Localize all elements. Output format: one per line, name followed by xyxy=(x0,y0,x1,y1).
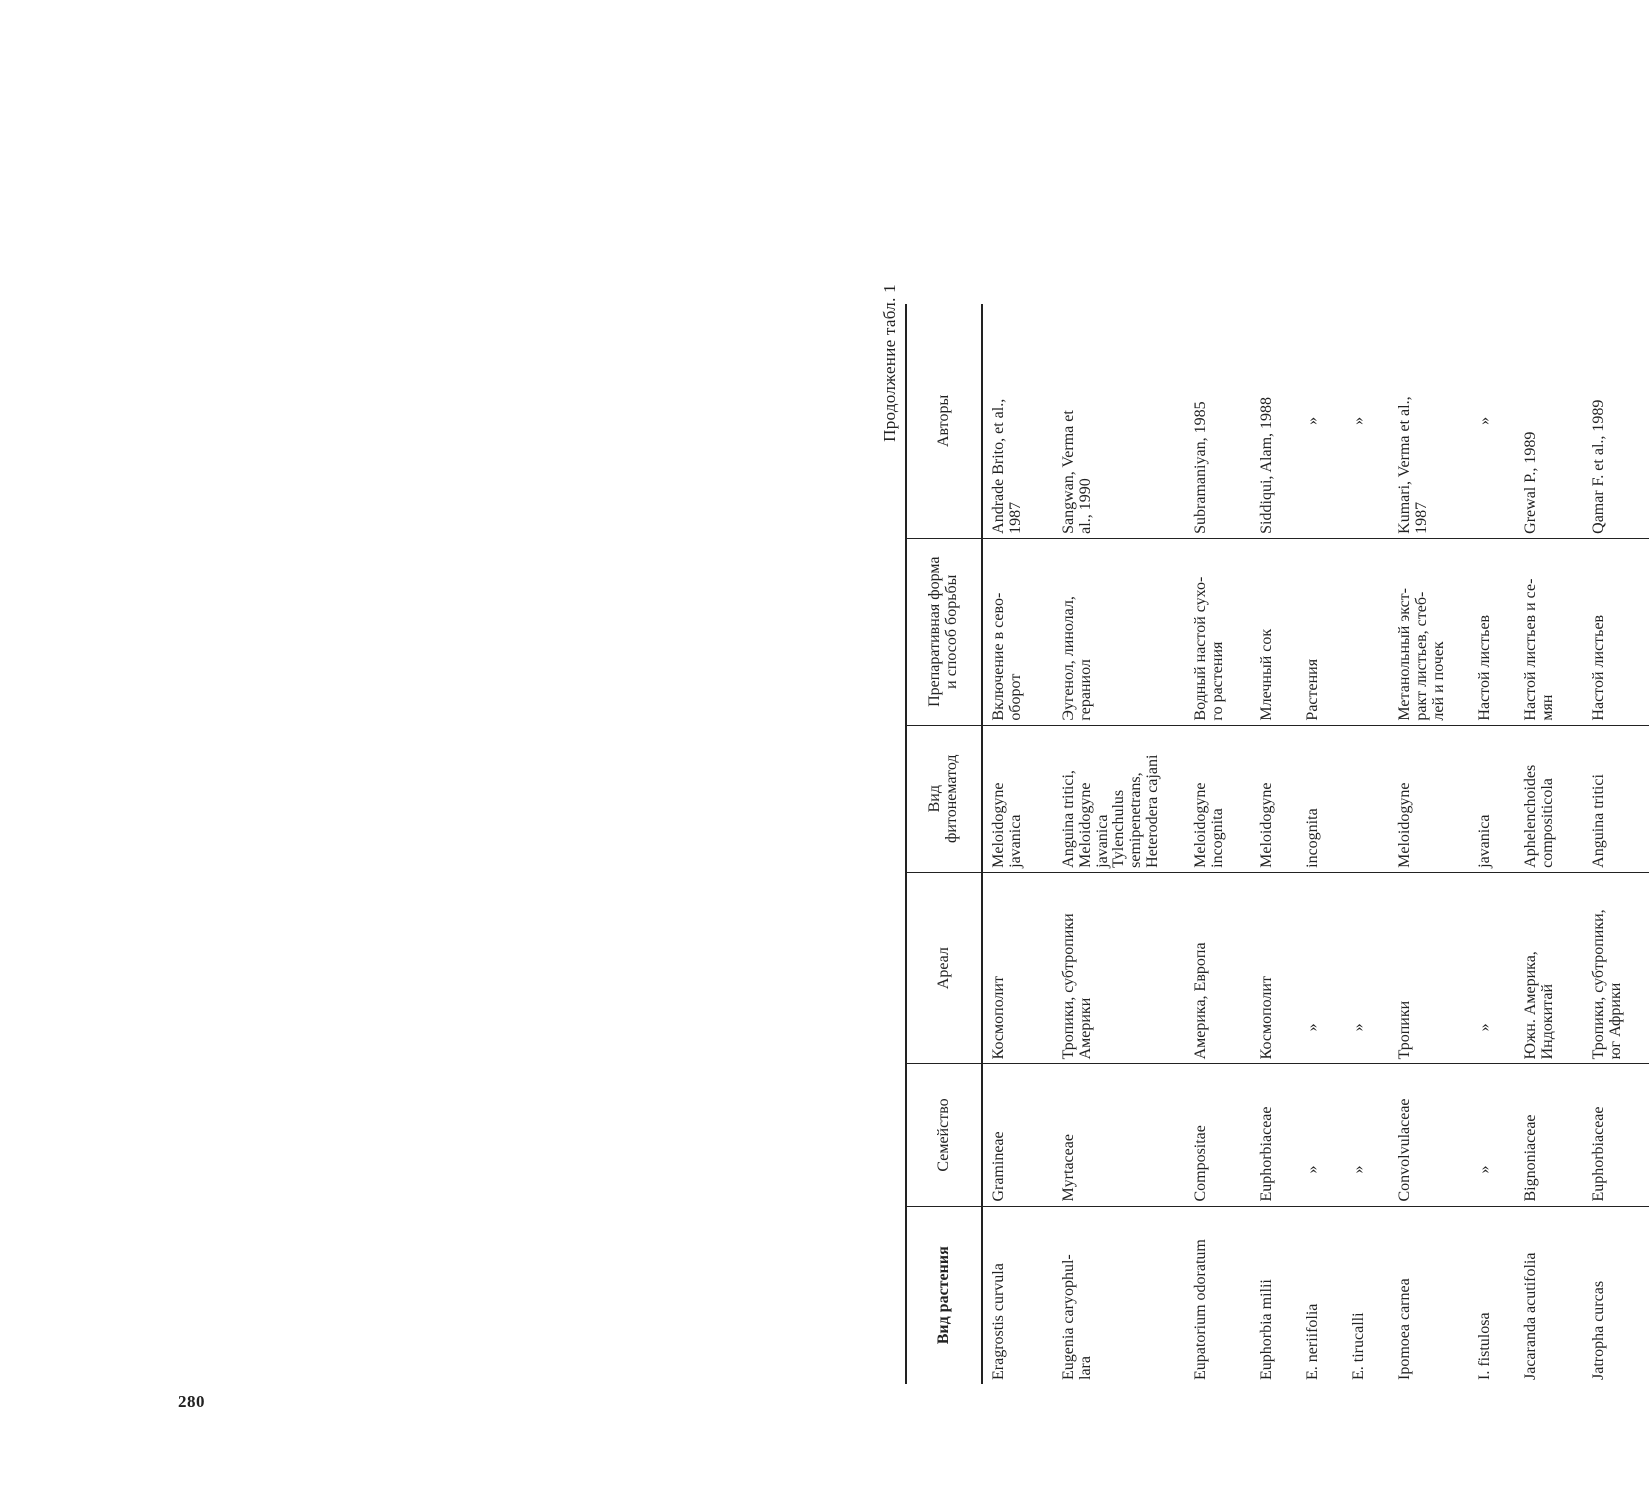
range-line: Америка, Европа xyxy=(1192,942,1209,1060)
authors-line: Grewal P., 1989 xyxy=(1522,431,1539,534)
nematode-line: incognita xyxy=(1208,808,1226,868)
cell-authors xyxy=(1297,304,1343,538)
nematode-line: Tylenchulus xyxy=(1110,789,1128,868)
nematode-line: javanica xyxy=(1476,814,1493,868)
authors-line: al., 1990 xyxy=(1076,478,1094,534)
authors-line: Andrade Brito, et al., xyxy=(990,398,1007,534)
cell-nematode xyxy=(1251,725,1297,872)
cell-authors xyxy=(1343,304,1389,538)
nematode-line: javanica xyxy=(1006,814,1024,868)
table-row xyxy=(1583,304,1649,1384)
continuation-label: Продолжение табл. 1 xyxy=(880,284,899,442)
preparation-line: Растения xyxy=(1304,658,1321,721)
nematode-line: semipenetrans, xyxy=(1127,772,1145,868)
cell-family: Bignoniaceae xyxy=(1515,1064,1583,1206)
nematode-line: Anguina tritici, xyxy=(1060,770,1077,868)
authors-line: 1987 xyxy=(1006,501,1024,534)
table-header-row xyxy=(906,304,982,1384)
nematode-line: Meloidogyne xyxy=(990,782,1007,868)
cell-preparation xyxy=(1583,538,1649,725)
plant-name: I. fistulosa xyxy=(1476,1312,1493,1380)
cell-family: Convolvulaceae xyxy=(1389,1064,1469,1206)
preparation-line: мян xyxy=(1538,694,1556,721)
header-plant: Вид растения xyxy=(906,1206,982,1384)
preparation-line: ракт листьев, стеб- xyxy=(1412,591,1430,721)
cell-plant xyxy=(1389,1206,1469,1384)
header-range: Ареал xyxy=(906,872,982,1064)
header-nematode xyxy=(906,725,982,872)
cell-nematode xyxy=(1389,725,1469,872)
header-preparation xyxy=(906,538,982,725)
table-row xyxy=(982,304,1053,1384)
range-line: Индокитай xyxy=(1538,983,1556,1060)
table-row xyxy=(1343,304,1389,1384)
ditto-mark: » xyxy=(1304,1165,1321,1174)
cell-plant xyxy=(1343,1206,1389,1384)
ditto-mark: » xyxy=(1350,1023,1367,1032)
ditto-mark: » xyxy=(1304,1023,1321,1032)
cell-authors xyxy=(1469,304,1515,538)
range-line: Космополит xyxy=(1258,976,1275,1060)
cell-plant xyxy=(1515,1206,1583,1384)
authors-line: Kumari, Verma et al., xyxy=(1396,396,1413,534)
cell-plant xyxy=(982,1206,1053,1384)
cell-preparation xyxy=(982,538,1053,725)
preparation-line: Включение в сево- xyxy=(990,592,1007,721)
cell-family xyxy=(1297,1064,1343,1206)
ditto-mark: » xyxy=(1350,416,1367,425)
cell-nematode xyxy=(1185,725,1251,872)
preparation-line: Эугенол, линолал, xyxy=(1060,596,1077,721)
header-preparation-line-2: и способ борьбы xyxy=(943,574,960,689)
range-line: Тропики xyxy=(1396,1000,1413,1060)
cell-preparation xyxy=(1469,538,1515,725)
header-preparation-line-1: Препаративная форма xyxy=(926,556,944,707)
range-line: Тропики, субтропики, xyxy=(1590,909,1607,1060)
preparation-line: гераниол xyxy=(1076,659,1094,721)
cell-family xyxy=(1469,1064,1515,1206)
ditto-mark: » xyxy=(1476,1165,1493,1174)
rotated-table-block xyxy=(880,284,1624,1384)
cell-authors xyxy=(982,304,1053,538)
cell-range xyxy=(1583,872,1649,1064)
nematode-line: Meloidogyne xyxy=(1258,782,1275,868)
plant-name: Eragrostis curvula xyxy=(990,1263,1007,1380)
cell-nematode xyxy=(1583,725,1649,872)
ditto-mark: » xyxy=(1304,416,1321,425)
plant-name: E. neriifolia xyxy=(1304,1303,1321,1380)
cell-nematode xyxy=(1469,725,1515,872)
cell-range xyxy=(1343,872,1389,1064)
nematode-line: Heterodera cajani xyxy=(1143,754,1161,868)
cell-preparation xyxy=(1251,538,1297,725)
plant-name: Eugenia caryophul- xyxy=(1060,1254,1077,1380)
cell-authors xyxy=(1053,304,1185,538)
cell-nematode xyxy=(1297,725,1343,872)
preparation-line: лей и почек xyxy=(1429,641,1447,721)
nematode-line: Meloidogyne xyxy=(1076,782,1094,868)
header-nematode-line-2: фитонематод xyxy=(943,754,960,843)
cell-plant xyxy=(1583,1206,1649,1384)
cell-plant xyxy=(1185,1206,1251,1384)
authors-line: Sangwan, Verma et xyxy=(1060,410,1077,534)
cell-plant xyxy=(1297,1206,1343,1384)
cell-authors xyxy=(1583,304,1649,538)
preparation-line: Млечный сок xyxy=(1258,628,1275,721)
cell-family: Compositae xyxy=(1185,1064,1251,1206)
nematicidal-plants-table xyxy=(905,304,1649,1384)
cell-authors xyxy=(1389,304,1469,538)
preparation-line: оборот xyxy=(1006,673,1024,721)
cell-family: Euphorbiaceae xyxy=(1583,1064,1649,1206)
plant-name: Ipomoea carnea xyxy=(1396,1278,1413,1380)
cell-range xyxy=(982,872,1053,1064)
cell-authors xyxy=(1515,304,1583,538)
preparation-line: Настой листьев xyxy=(1590,614,1607,721)
cell-nematode xyxy=(1515,725,1583,872)
plant-name: Euphorbia milii xyxy=(1258,1279,1275,1380)
header-authors: Авторы xyxy=(906,304,982,538)
preparation-line: Метанольный экст- xyxy=(1396,588,1413,721)
table-row xyxy=(1185,304,1251,1384)
header-nematode-line-1: Вид xyxy=(926,785,944,813)
cell-range xyxy=(1297,872,1343,1064)
preparation-line: Настой листьев и се- xyxy=(1522,578,1539,721)
table-row xyxy=(1053,304,1185,1384)
authors-line: Qamar F. et al., 1989 xyxy=(1590,399,1607,534)
cell-authors xyxy=(1185,304,1251,538)
nematode-line: Meloidogyne xyxy=(1396,782,1413,868)
range-line: юг Африки xyxy=(1606,982,1624,1060)
nematode-line: Anguina tritici xyxy=(1590,774,1607,868)
header-family: Семейство xyxy=(906,1064,982,1206)
cell-preparation xyxy=(1343,538,1389,725)
cell-family xyxy=(1343,1064,1389,1206)
preparation-line: Настой листьев xyxy=(1476,614,1493,721)
plant-name: Jacaranda acutifolia xyxy=(1522,1252,1539,1380)
cell-preparation xyxy=(1053,538,1185,725)
cell-authors xyxy=(1251,304,1297,538)
cell-range xyxy=(1185,872,1251,1064)
cell-range xyxy=(1469,872,1515,1064)
cell-nematode xyxy=(1053,725,1185,872)
cell-nematode xyxy=(1343,725,1389,872)
ditto-mark: » xyxy=(1476,1023,1493,1032)
plant-name: E. tirucalli xyxy=(1350,1312,1367,1380)
plant-name: Jatropha curcas xyxy=(1590,1280,1607,1380)
table-row xyxy=(1389,304,1469,1384)
range-line: Америки xyxy=(1076,997,1094,1060)
table-row xyxy=(1515,304,1583,1384)
cell-plant xyxy=(1053,1206,1185,1384)
cell-range xyxy=(1251,872,1297,1064)
nematode-line: Aphelenchoides xyxy=(1522,764,1539,868)
plant-name: lara xyxy=(1076,1356,1094,1380)
page-number: 280 xyxy=(178,1392,205,1411)
authors-line: Subramaniyan, 1985 xyxy=(1192,401,1209,534)
cell-family: Euphorbiaceae xyxy=(1251,1064,1297,1206)
range-line: Космополит xyxy=(990,976,1007,1060)
nematode-line: incognita xyxy=(1304,808,1321,868)
nematode-line: compositicola xyxy=(1538,778,1556,868)
cell-family: Gramineae xyxy=(982,1064,1053,1206)
cell-plant xyxy=(1251,1206,1297,1384)
range-line: Тропики, субтропики xyxy=(1060,913,1077,1060)
table-row xyxy=(1251,304,1297,1384)
preparation-line: Водный настой сухо- xyxy=(1192,576,1209,721)
cell-family: Myrtaceae xyxy=(1053,1064,1185,1206)
cell-preparation xyxy=(1515,538,1583,725)
cell-plant xyxy=(1469,1206,1515,1384)
table-row xyxy=(1297,304,1343,1384)
cell-preparation xyxy=(1389,538,1469,725)
ditto-mark: » xyxy=(1476,416,1493,425)
cell-range xyxy=(1053,872,1185,1064)
authors-line: 1987 xyxy=(1412,501,1430,534)
cell-preparation xyxy=(1185,538,1251,725)
authors-line: Siddiqui, Alam, 1988 xyxy=(1258,396,1275,534)
cell-preparation xyxy=(1297,538,1343,725)
plant-name: Eupatorium odoratum xyxy=(1192,1239,1209,1380)
cell-range xyxy=(1515,872,1583,1064)
cell-nematode xyxy=(982,725,1053,872)
nematode-line: Meloidogyne xyxy=(1192,782,1209,868)
nematode-line: javanica xyxy=(1093,814,1111,868)
range-line: Южн. Америка, xyxy=(1522,951,1539,1060)
table-row xyxy=(1469,304,1515,1384)
cell-range xyxy=(1389,872,1469,1064)
preparation-line: го растения xyxy=(1208,641,1226,721)
ditto-mark: » xyxy=(1350,1165,1367,1174)
